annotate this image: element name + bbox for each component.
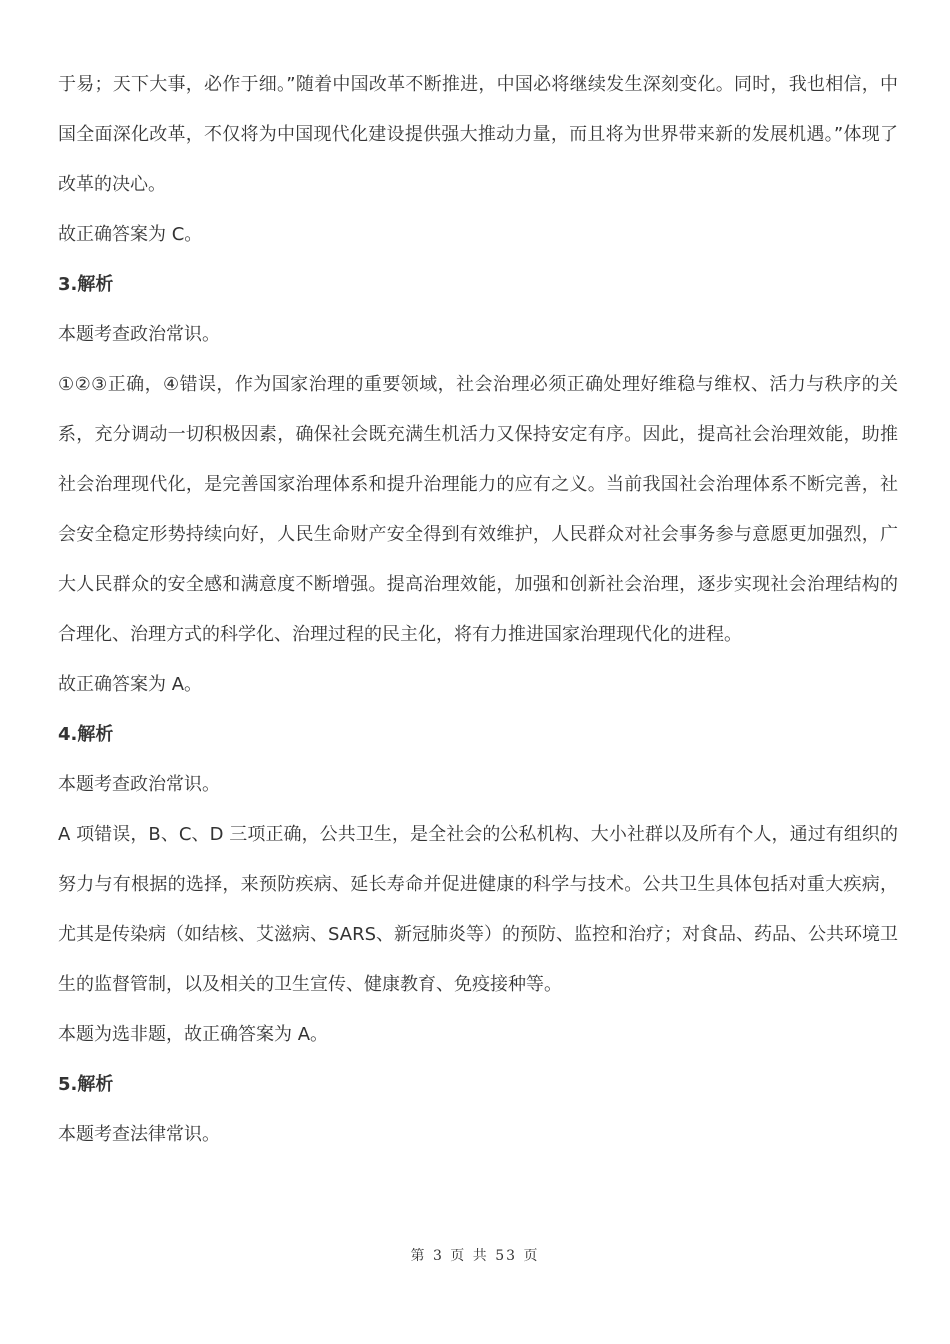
explanation-paragraph: ①②③正确，④错误，作为国家治理的重要领域，社会治理必须正确处理好维稳与维权、活力与秩序的关系，充分调动一切积极因素，确保社会既充满生机活力又保持安定有序。因此，提高社会治理效能，助推社会治理现代化，是完善国家治理体系和提升治理能力的应有之义。当前我国社会治理体系不断完善，社会安全稳定形势持续向好，人民生命财产安全得到有效维护，人民群众对社会事务参与意愿更加强烈，广大人民群众的安全感和满意度不断增强。提高治理效能，加强和创新社会治理，逐步实现社会治理结构的合理化、治理方式的科学化、治理过程的民主化，将有力推进国家治理现代化的进程。 — [58, 374, 898, 645]
document-page — [58, 60, 898, 1160]
topic-line: 本题考查政治常识。 — [58, 774, 220, 795]
section-heading-q5: 5.解析 — [58, 1074, 114, 1095]
answer-line: 故正确答案为 A。 — [58, 674, 203, 695]
topic-line: 本题考查政治常识。 — [58, 324, 220, 345]
section-heading-q4: 4.解析 — [58, 724, 114, 745]
topic-line: 本题考查法律常识。 — [58, 1124, 220, 1145]
page-number-footer: 第 3 页 共 53 页 — [410, 1248, 540, 1264]
continued-paragraph: 于易；天下大事，必作于细。”随着中国改革不断推进，中国必将继续发生深刻变化。同时，我也相信，中国全面深化改革，不仅将为中国现代化建设提供强大推动力量，而且将为世界带来新的发展机遇。”体现了改革的决心。 — [58, 74, 898, 195]
explanation-paragraph: A 项错误，B、C、D 三项正确，公共卫生，是全社会的公私机构、大小社群以及所有个人，通过有组织的努力与有根据的选择，来预防疾病、延长寿命并促进健康的科学与技术。公共卫生具体包括对重大疾病，尤其是传染病（如结核、艾滋病、SARS、新冠肺炎等）的预防、监控和治疗；对食品、药品、公共环境卫生的监督管制，以及相关的卫生宣传、健康教育、免疫接种等。 — [58, 824, 899, 995]
answer-line: 故正确答案为 C。 — [58, 224, 203, 245]
section-heading-q3: 3.解析 — [58, 274, 114, 295]
answer-line: 本题为选非题，故正确答案为 A。 — [58, 1024, 329, 1045]
